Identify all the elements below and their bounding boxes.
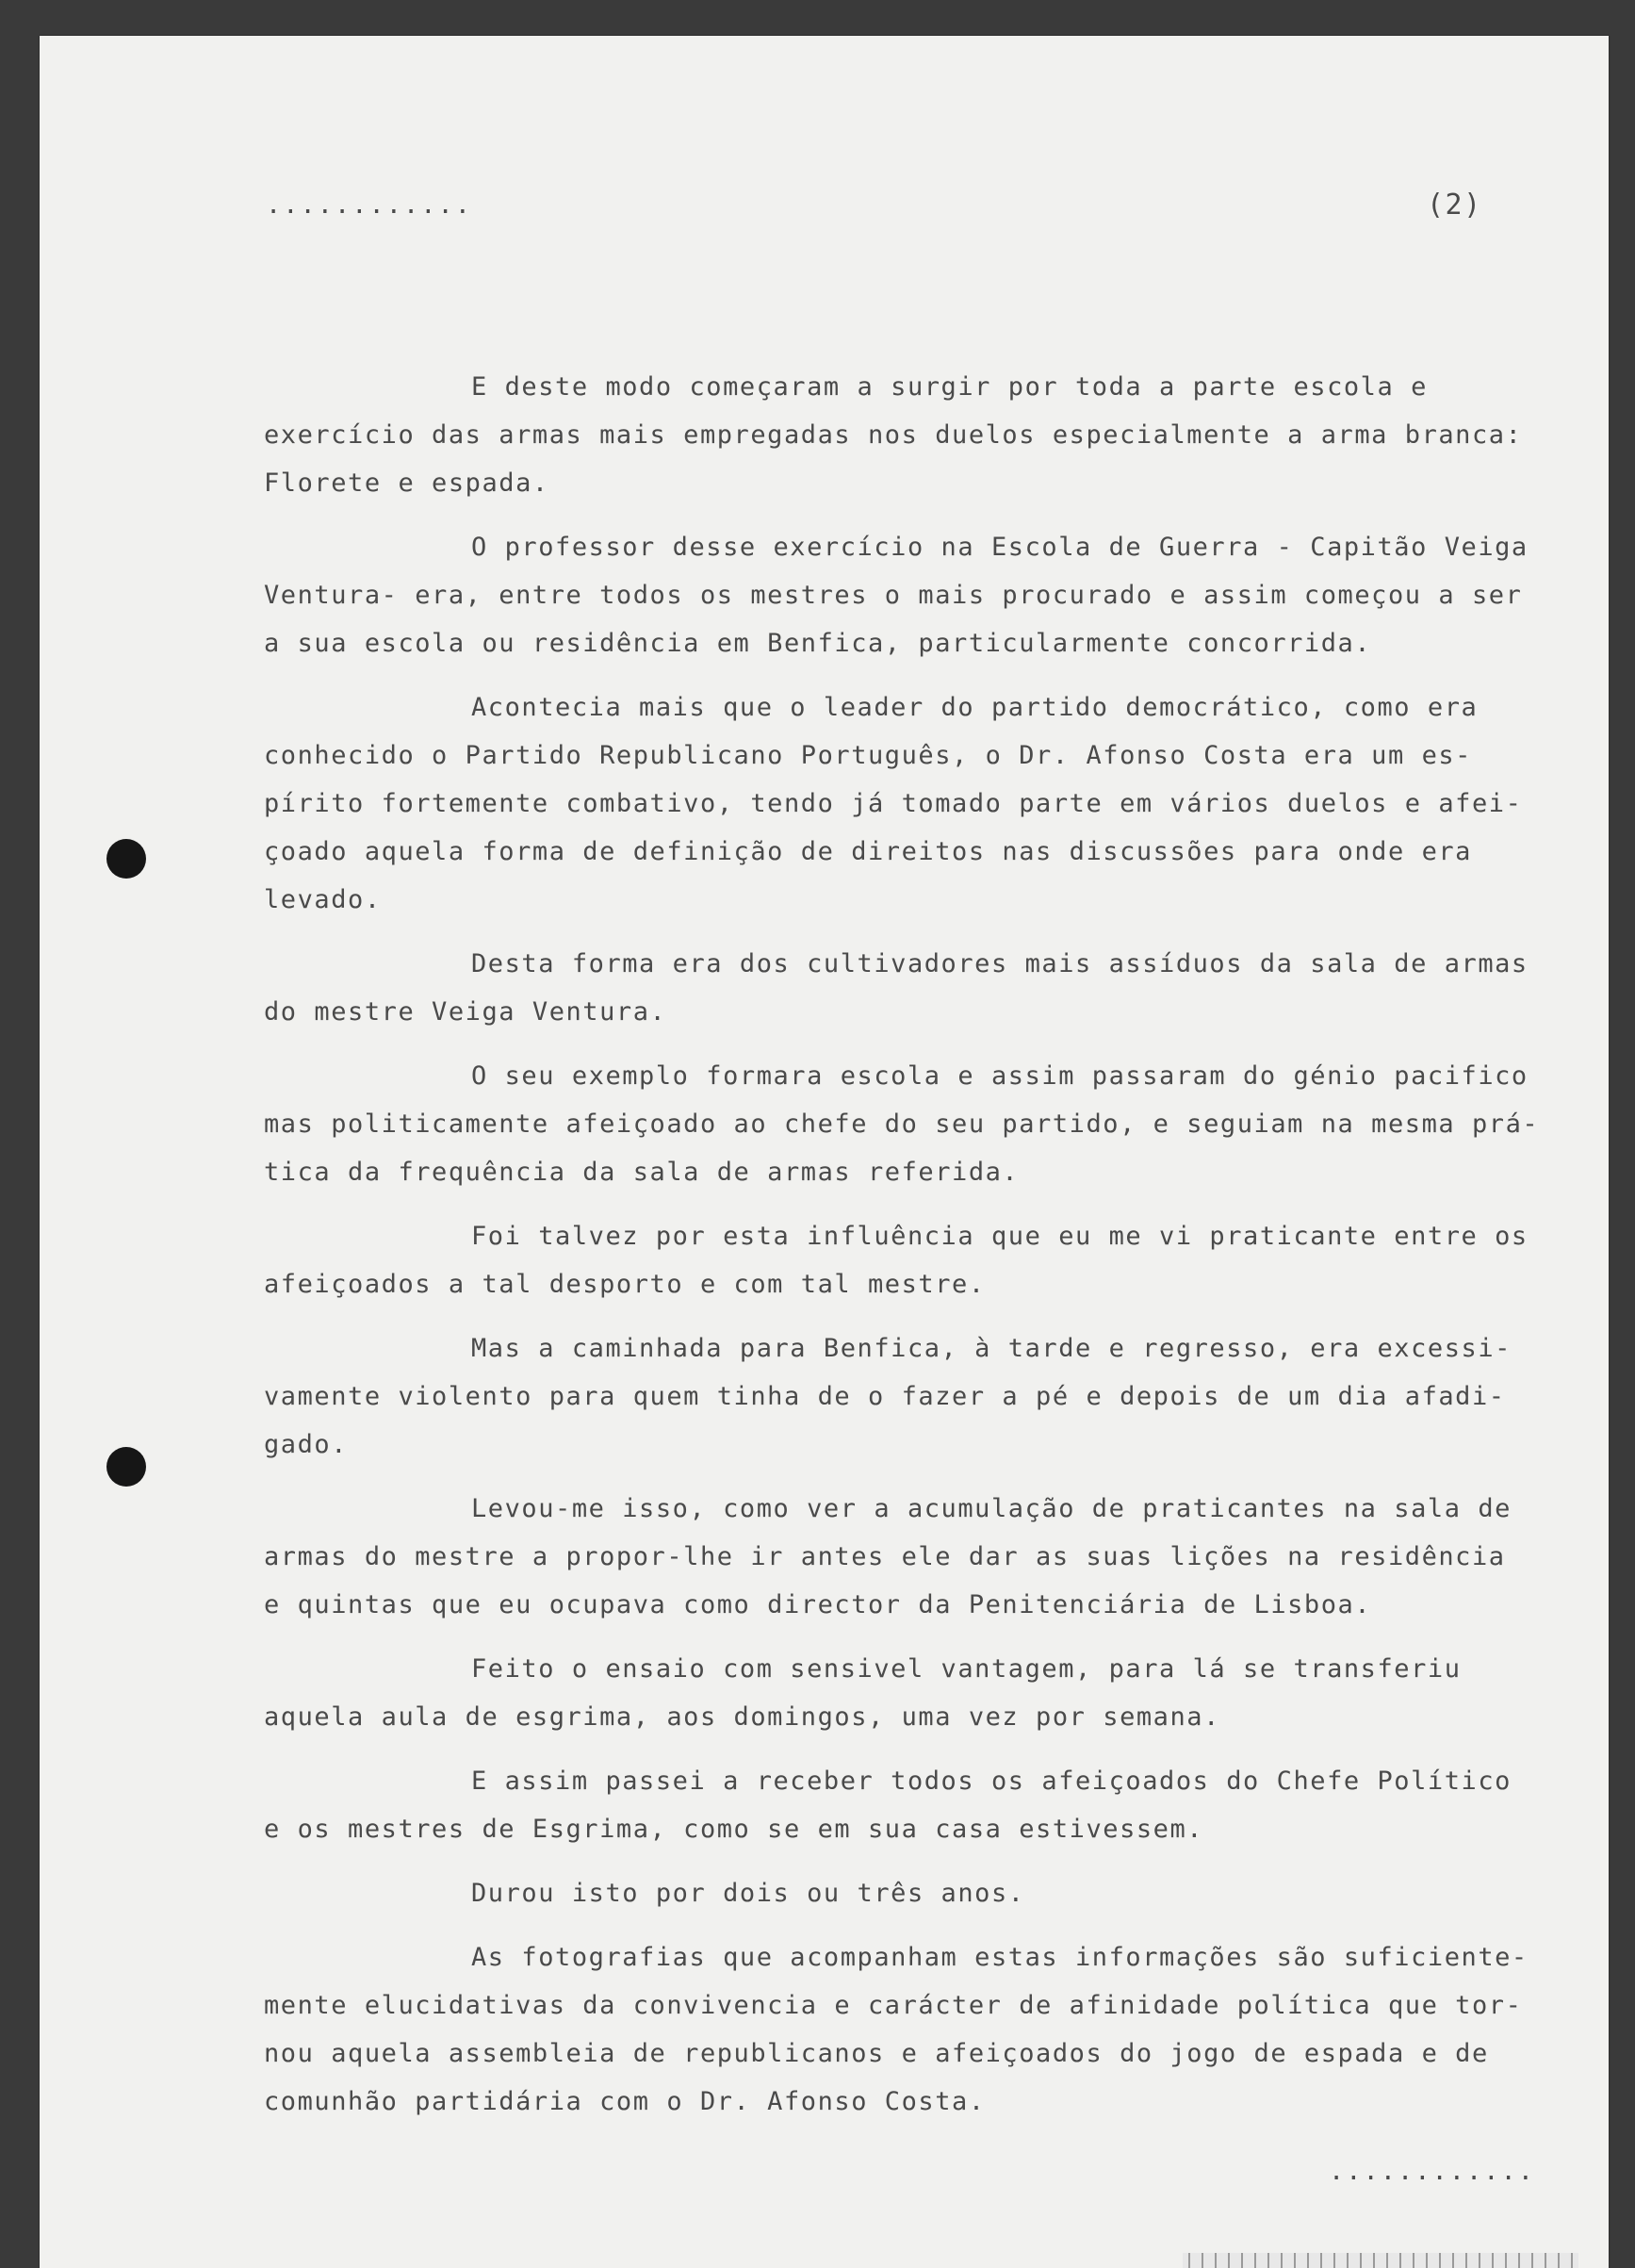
text-line: çoado aquela forma de definição de direitos nas discussões para onde era xyxy=(264,837,1472,866)
text-line: conhecido o Partido Republicano Português, o Dr. Afonso Costa era um es- xyxy=(264,741,1472,770)
text-line: gado. xyxy=(264,1430,349,1459)
text-line: mente elucidativas da convivencia e carácter de afinidade política que tor- xyxy=(264,1991,1523,2020)
text-line: afeiçoados a tal desporto e com tal mestre. xyxy=(264,1270,986,1299)
document-page xyxy=(40,36,1609,2268)
text-line: Acontecia mais que o leader do partido democrático, como era xyxy=(471,693,1479,722)
text-line: nou aquela assembleia de republicanos e afeiçoados do jogo de espada e de xyxy=(264,2039,1489,2068)
footer-dots: ............ xyxy=(1329,2157,1536,2186)
punch-hole xyxy=(106,839,146,879)
text-line: tica da frequência da sala de armas referida. xyxy=(264,1158,1020,1187)
text-line: Durou isto por dois ou três anos. xyxy=(471,1879,1025,1908)
text-line: As fotografias que acompanham estas informações são suficiente- xyxy=(471,1943,1529,1972)
text-line: E assim passei a receber todos os afeiçoados do Chefe Político xyxy=(471,1767,1512,1796)
text-line: O seu exemplo formara escola e assim passaram do génio pacifico xyxy=(471,1061,1529,1091)
text-line: Desta forma era dos cultivadores mais assíduos da sala de armas xyxy=(471,949,1529,978)
text-line: O professor desse exercício na Escola de Guerra - Capitão Veiga xyxy=(471,533,1529,562)
text-line: Foi talvez por esta influência que eu me vi praticante entre os xyxy=(471,1222,1529,1251)
text-line: aquela aula de esgrima, aos domingos, uma vez por semana. xyxy=(264,1702,1220,1732)
text-line: armas do mestre a propor-lhe ir antes ele dar as suas lições na residência xyxy=(264,1542,1506,1571)
page-number: (2) xyxy=(1427,189,1482,222)
text-line: e quintas que eu ocupava como director da Penitenciária de Lisboa. xyxy=(264,1590,1372,1619)
text-line: a sua escola ou residência em Benfica, particularmente concorrida. xyxy=(264,629,1372,658)
text-line: exercício das armas mais empregadas nos duelos especialmente a arma branca: xyxy=(264,420,1523,450)
text-line: comunhão partidária com o Dr. Afonso Costa. xyxy=(264,2087,986,2116)
text-line: levado. xyxy=(264,885,382,914)
text-line: Florete e espada. xyxy=(264,468,549,498)
text-line: pírito fortemente combativo, tendo já tomado parte em vários duelos e afei- xyxy=(264,789,1523,818)
text-line: Mas a caminhada para Benfica, à tarde e regresso, era excessi- xyxy=(471,1334,1512,1363)
text-line: mas politicamente afeiçoado ao chefe do seu partido, e seguiam na mesma prá- xyxy=(264,1109,1540,1139)
punch-hole xyxy=(106,1447,146,1487)
text-line: e os mestres de Esgrima, como se em sua casa estivessem. xyxy=(264,1815,1204,1844)
text-line: E deste modo começaram a surgir por toda a parte escola e xyxy=(471,372,1428,402)
text-line: Ventura- era, entre todos os mestres o mais procurado e assim começou a ser xyxy=(264,581,1523,610)
header-dots: ............ xyxy=(266,190,473,220)
text-line: vamente violento para quem tinha de o fazer a pé e depois de um dia afadi- xyxy=(264,1382,1506,1411)
text-line: Levou-me isso, como ver a acumulação de praticantes na sala de xyxy=(471,1494,1512,1523)
text-line: do mestre Veiga Ventura. xyxy=(264,997,667,1027)
text-line: Feito o ensaio com sensivel vantagem, para lá se transferiu xyxy=(471,1654,1462,1684)
scan-calibration-strip xyxy=(1183,2253,1578,2268)
